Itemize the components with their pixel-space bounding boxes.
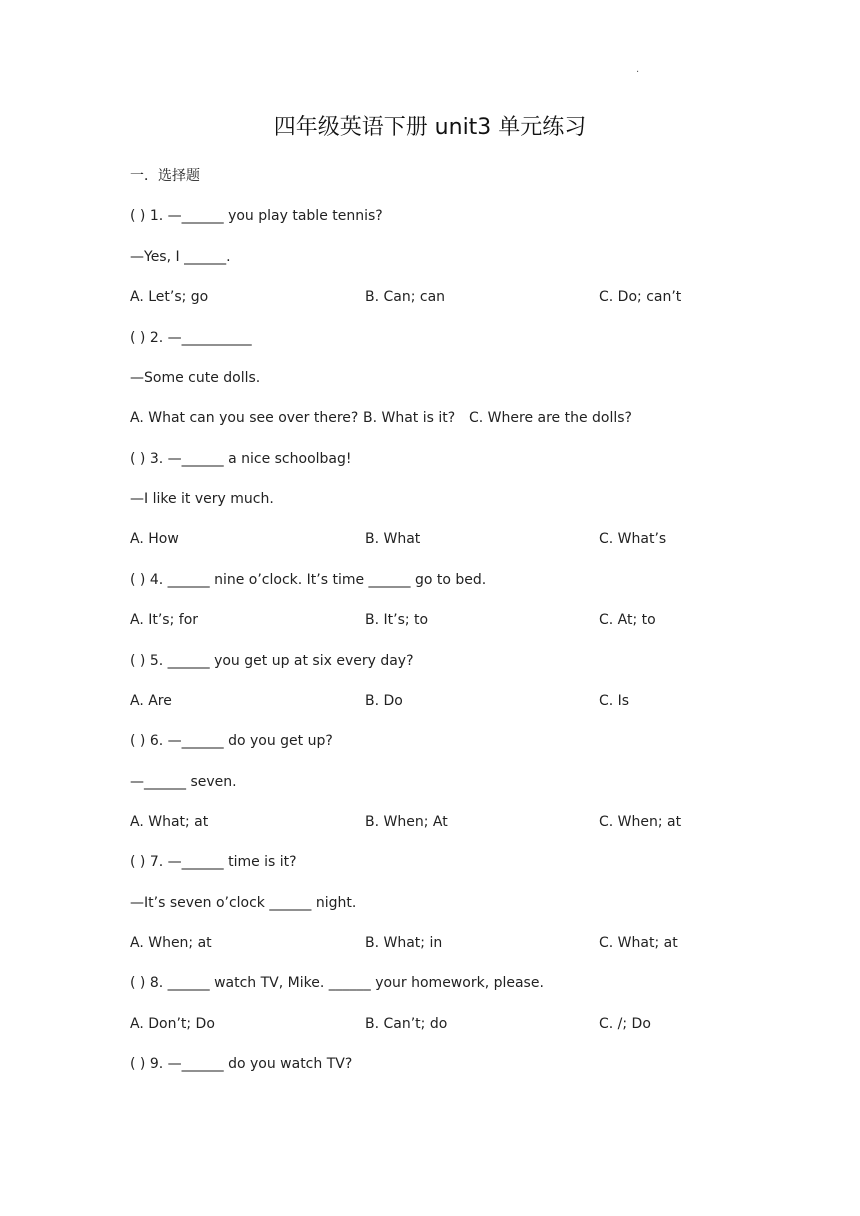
question-8-option-c: C. /; Do (599, 1016, 651, 1032)
question-9-stem: ( ) 9. —______ do you watch TV? (130, 1056, 353, 1072)
question-7-option-c: C. What; at (599, 935, 678, 951)
question-5-option-c: C. Is (599, 693, 630, 709)
question-8-option-b: B. Can’t; do (365, 1016, 448, 1032)
question-4-option-b: B. It’s; to (365, 612, 429, 628)
question-8-stem: ( ) 8. ______ watch TV, Mike. ______ your homework, please. (130, 975, 544, 991)
question-7-option-b: B. What; in (365, 935, 443, 951)
question-6-reply: —______ seven. (130, 774, 237, 790)
question-8-option-a: A. Don’t; Do (130, 1016, 215, 1032)
page-title: 四年级英语下册 unit3 单元练习 (273, 115, 587, 140)
question-1-reply: —Yes, I ______. (130, 249, 231, 265)
question-4-stem: ( ) 4. ______ nine o’clock. It’s time ______ go to bed. (130, 572, 487, 588)
question-3-option-b: B. What (365, 531, 421, 547)
question-2-option-b: B. What is it? (363, 410, 456, 426)
question-7-option-a: A. When; at (130, 935, 212, 951)
question-6-stem: ( ) 6. —______ do you get up? (130, 733, 333, 749)
question-7-reply: —It’s seven o’clock ______ night. (130, 895, 357, 911)
page-dot: . (636, 64, 640, 75)
question-3-option-a: A. How (130, 531, 179, 547)
question-7-stem: ( ) 7. —______ time is it? (130, 854, 297, 870)
question-5-option-b: B. Do (365, 693, 403, 709)
question-3-option-c: C. What’s (599, 531, 667, 547)
question-2-option-c: C. Where are the dolls? (469, 410, 632, 426)
question-2-reply: —Some cute dolls. (130, 370, 261, 386)
question-5-stem: ( ) 5. ______ you get up at six every day? (130, 653, 414, 669)
section-heading: 一．选择题 (130, 168, 200, 184)
question-4-option-a: A. It’s; for (130, 612, 199, 628)
question-2-option-a: A. What can you see over there? (130, 410, 359, 426)
question-5-option-a: A. Are (130, 693, 172, 709)
question-3-stem: ( ) 3. —______ a nice schoolbag! (130, 451, 352, 467)
question-3-reply: —I like it very much. (130, 491, 274, 507)
question-2-stem: ( ) 2. —__________ (130, 330, 252, 346)
question-6-option-a: A. What; at (130, 814, 209, 830)
question-1-option-a: A. Let’s; go (130, 289, 209, 305)
question-1-option-c: C. Do; can’t (599, 289, 682, 305)
question-1-stem: ( ) 1. —______ you play table tennis? (130, 208, 383, 224)
question-6-option-b: B. When; At (365, 814, 448, 830)
question-1-option-b: B. Can; can (365, 289, 446, 305)
question-6-option-c: C. When; at (599, 814, 682, 830)
question-4-option-c: C. At; to (599, 612, 656, 628)
